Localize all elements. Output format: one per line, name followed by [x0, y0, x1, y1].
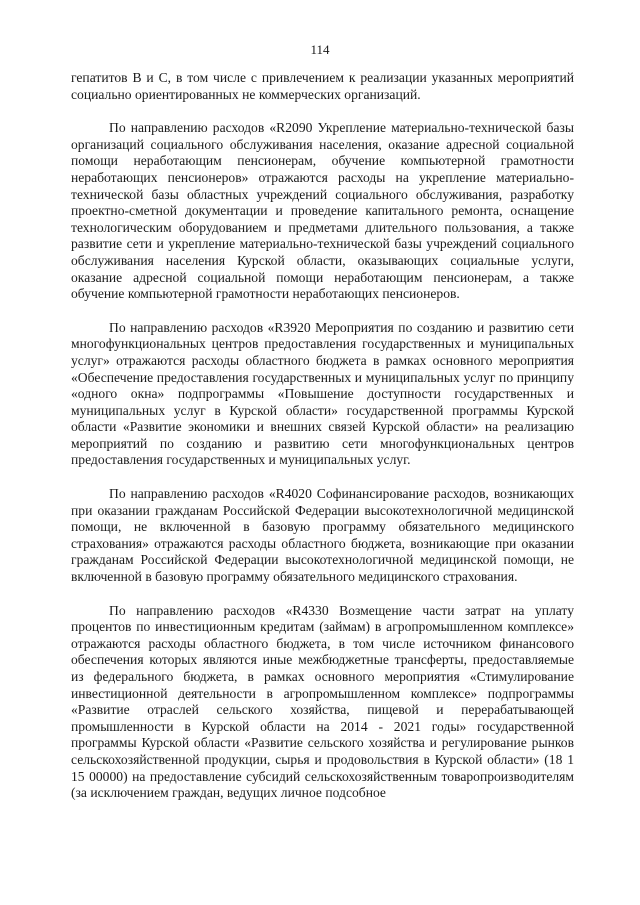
paragraph-r3920: По направлению расходов «R3920 Мероприятия по созданию и развитию сети многофункциональных центров предоставления государственных и муниципальных услуг» отражаются расходы областного бюджета в рамках основного мероприятия «Обеспечение предоставления государственных и муниципальных услуг по принципу «одного окна» подпрограммы «Повышение доступности государственных и муниципальных услуг в Курской области» государственной программы Курской области «Развитие экономики и внешних связей Курской области» на реализацию мероприятий по созданию и развитию сети многофункциональных центров предоставления государственных и муниципальных услуг. — [71, 319, 574, 468]
body-text — [71, 70, 574, 802]
paragraph-r4020: По направлению расходов «R4020 Софинансирование расходов, возникающих при оказании гражданам Российской Федерации высокотехнологичной медицинской помощи, не включенной в базовую программу обязательного медицинского страхования» отражаются расходы областного бюджета, возникающие при оказании гражданам Российской Федерации высокотехнологичной медицинской помощи, не включенной в базовую программу обязательного медицинского страхования. — [71, 486, 574, 585]
page-number: 114 — [310, 42, 330, 57]
paragraph-r2090: По направлению расходов «R2090 Укрепление материально-технической базы организаций социального обслуживания населения, оказание адресной социальной помощи неработающим пенсионерам, обучение компьютерной грамотности неработающих пенсионеров» отражаются расходы на укрепление материально-технической базы областных учреждений социального обслуживания, разработку проектно-сметной документации и проведение капитального ремонта, оснащение технологическим оборудованием и предметами длительного пользования, а также развитие сети и укрепление материально-технической базы учреждений социального обслуживания населения Курской области, оказывающих социальные услуги, оказание адресной социальной помощи неработающим пенсионерам, а также обучение компьютерной грамотности неработающих пенсионеров. — [71, 120, 574, 302]
paragraph-r4330: По направлению расходов «R4330 Возмещение части затрат на уплату процентов по инвестиционным кредитам (займам) в агропромышленном комплексе» отражаются расходы областного бюджета, в том числе источником финансового обеспечения которых являются иные межбюджетные трансферты, предоставляемые из федерального бюджета, в рамках основного мероприятия «Стимулирование инвестиционной деятельности в агропромышленном комплексе» подпрограммы «Развитие отраслей сельского хозяйства, пищевой и перерабатывающей промышленности в Курской области на 2014 - 2021 годы» государственной программы Курской области «Развитие сельского хозяйства и регулирование рынков сельскохозяйственной продукции, сырья и продовольствия в Курской области» (18 1 15 00000) на предоставление субсидий сельскохозяйственным товаропроизводителям (за исключением граждан, ведущих личное подсобное — [71, 602, 574, 801]
paragraph-continuation: гепатитов В и С, в том числе с привлечением к реализации указанных мероприятий социально ориентированных не коммерческих организаций. — [71, 70, 574, 102]
